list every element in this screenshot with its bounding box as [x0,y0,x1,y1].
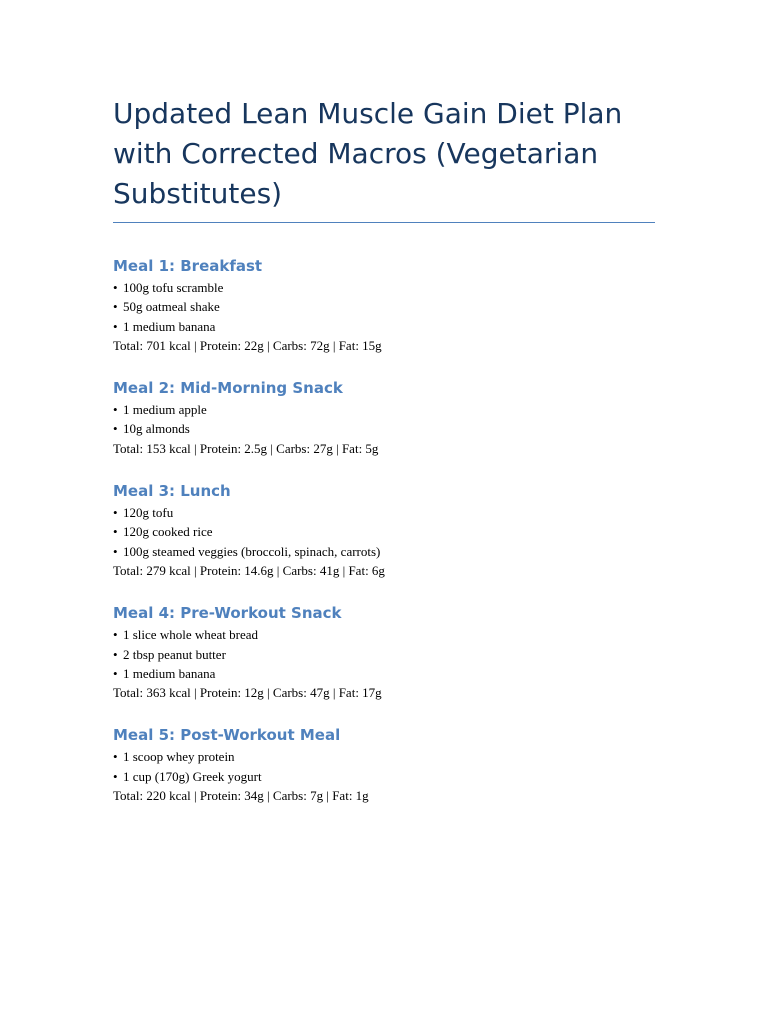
meal-item-list [113,747,655,786]
meal-total: Total: 220 kcal | Protein: 34g | Carbs: 7g | Fat: 1g [113,788,369,804]
meal-heading: Meal 1: Breakfast [113,257,263,275]
bullet-icon: • [113,318,118,334]
meal-section-lunch [113,481,655,580]
bullet-icon: • [113,505,118,521]
item-text: 100g steamed veggies (broccoli, spinach, carrots) [123,543,381,559]
list-item [113,317,655,336]
item-text: 10g almonds [123,421,190,437]
list-item [113,419,655,438]
meal-item-list [113,625,655,683]
list-item [113,747,655,766]
bullet-icon: • [113,299,118,315]
meal-section-post-workout-meal [113,725,655,805]
meal-item-list [113,278,655,336]
meal-section-pre-workout-snack [113,603,655,702]
meal-total: Total: 279 kcal | Protein: 14.6g | Carbs: 41g | Fat: 6g [113,562,385,578]
meal-heading: Meal 4: Pre-Workout Snack [113,604,342,623]
meal-section-breakfast [113,256,655,355]
meal-heading: Meal 3: Lunch [113,482,231,501]
bullet-icon: • [113,749,118,765]
bullet-icon: • [113,280,118,295]
list-item [113,625,655,644]
item-text: 120g cooked rice [123,524,213,540]
item-text: 50g oatmeal shake [123,299,220,315]
item-text: 100g tofu scramble [123,280,224,295]
bullet-icon: • [113,421,118,437]
bullet-icon: • [113,543,118,559]
meal-total: Total: 363 kcal | Protein: 12g | Carbs: 47g | Fat: 17g [113,685,382,701]
item-text: 120g tofu [123,505,174,521]
list-item [113,278,655,297]
list-item [113,297,655,316]
meal-total: Total: 701 kcal | Protein: 22g | Carbs: 72g | Fat: 15g [113,337,382,353]
meal-total: Total: 153 kcal | Protein: 2.5g | Carbs: 27g | Fat: 5g [113,440,379,456]
document-title: Updated Lean Muscle Gain Diet Plan with Corrected Macros (Vegetarian Substitutes) [113,94,655,223]
bullet-icon: • [113,524,118,540]
list-item [113,503,655,522]
item-text: 1 medium apple [123,402,207,418]
list-item [113,400,655,419]
item-text: 1 scoop whey protein [123,749,235,765]
item-text: 1 medium banana [123,318,216,334]
meal-heading: Meal 5: Post-Workout Meal [113,726,341,745]
list-item [113,542,655,561]
item-text: 1 medium banana [123,665,216,681]
item-text: 1 cup (170g) Greek yogurt [123,768,262,784]
list-item [113,664,655,683]
list-item [113,645,655,664]
meal-item-list [113,503,655,561]
document-body [113,94,655,805]
item-text: 1 slice whole wheat bread [123,627,259,643]
list-item [113,767,655,786]
bullet-icon: • [113,665,118,681]
list-item [113,522,655,541]
meal-item-list [113,400,655,439]
meal-section-mid-morning-snack [113,378,655,458]
bullet-icon: • [113,627,118,643]
meal-heading: Meal 2: Mid-Morning Snack [113,379,343,398]
bullet-icon: • [113,646,118,662]
bullet-icon: • [113,768,118,784]
item-text: 2 tbsp peanut butter [123,646,226,662]
bullet-icon: • [113,402,118,418]
